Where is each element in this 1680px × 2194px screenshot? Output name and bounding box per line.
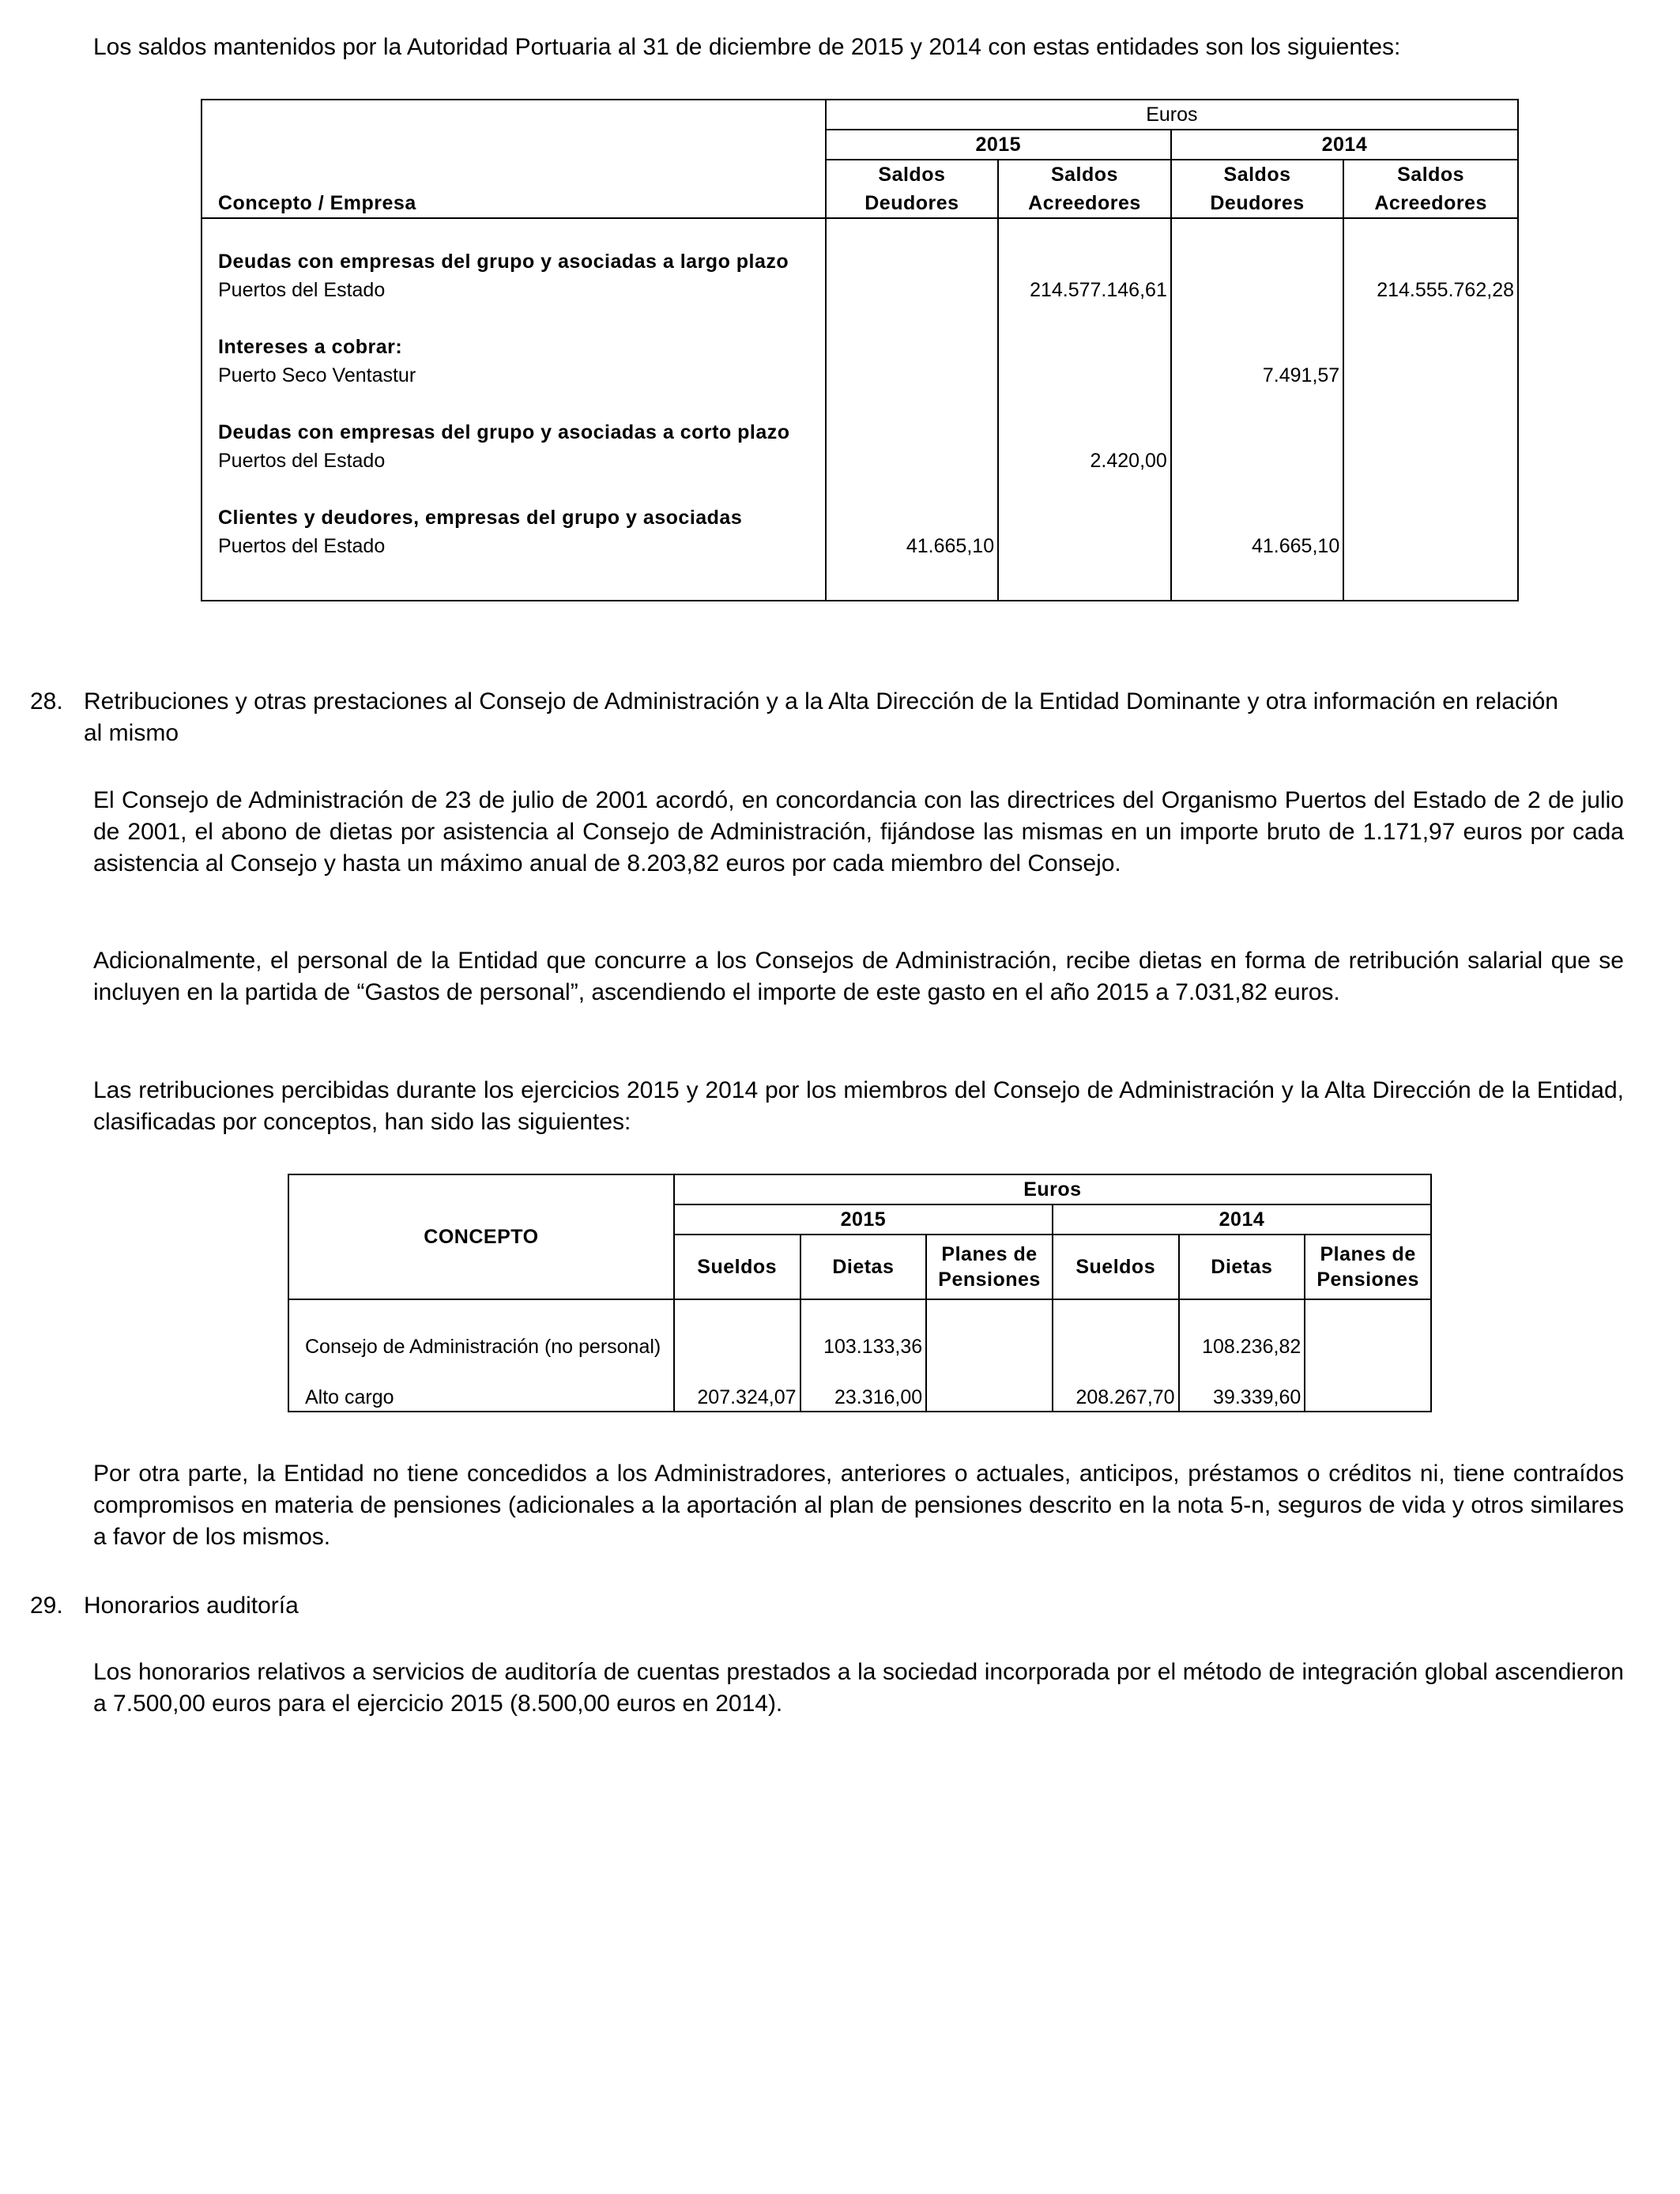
year-2014-header: 2014 [1053, 1204, 1431, 1235]
planes-bottom: Pensiones [1317, 1269, 1419, 1291]
value-cell [998, 361, 1171, 390]
row-label: Consejo de Administración (no personal) [305, 1336, 661, 1358]
value-cell [1343, 447, 1518, 475]
section-title: Deudas con empresas del grupo y asociadas a corto plazo [218, 421, 790, 443]
section-number: 28. [30, 688, 63, 714]
value-cell [1343, 361, 1518, 390]
balances-table [201, 99, 1519, 601]
column-header: Sueldos [1053, 1235, 1179, 1299]
value-cell [1171, 447, 1343, 475]
value-cell [1305, 1384, 1431, 1412]
column-header-top: Saldos [826, 160, 998, 189]
value-cell [926, 1333, 1053, 1360]
concepto-header: CONCEPTO [288, 1174, 674, 1299]
currency-header: Euros [826, 100, 1518, 130]
row-label: Alto cargo [305, 1386, 394, 1408]
entity-name: Puertos del Estado [218, 279, 386, 301]
column-header-top: Saldos [1171, 160, 1343, 189]
column-header-top: Saldos [998, 160, 1171, 189]
value-cell [926, 1384, 1053, 1412]
column-header: Sueldos [674, 1235, 800, 1299]
column-header: Dietas [800, 1235, 927, 1299]
section-title: Deudas con empresas del grupo y asociadas a largo plazo [218, 251, 789, 273]
concept-empresa-header: Concepto / Empresa [202, 100, 826, 218]
planes-top: Planes de [1320, 1243, 1416, 1265]
value-cell [1053, 1333, 1179, 1360]
value-cell [998, 532, 1171, 560]
intro-text: Los saldos mantenidos por la Autoridad Portuaria al 31 de diciembre de 2015 y 2014 con estas entidades son los siguientes: [93, 34, 1401, 60]
paragraph: Adicionalmente, el personal de la Entidad que concurre a los Consejos de Administración, recibe dietas en forma de retribución salarial que se incluyen en la partida de “Gastos de personal”, ascendiendo el importe de este gasto en el año 2015 a 7.031,82 euros. [93, 948, 1624, 1005]
paragraph: Los honorarios relativos a servicios de auditoría de cuentas prestados a la sociedad incorporada por el método de integración global ascendieron a 7.500,00 euros para el ejercicio 2015 (8.500,00 euros en 2014). [93, 1659, 1624, 1717]
value-cell: 23.316,00 [800, 1384, 927, 1412]
section-title: Honorarios auditoría [84, 1593, 299, 1619]
section-28-heading [30, 686, 1579, 749]
column-header-bottom: Deudores [1171, 189, 1343, 218]
planes-top: Planes de [941, 1243, 1038, 1265]
section-title: Retribuciones y otras prestaciones al Consejo de Administración y a la Alta Dirección de la Entidad Dominante y otra información en relación al mismo [84, 688, 1558, 746]
entity-name: Puertos del Estado [218, 535, 386, 557]
year-2015-header: 2015 [826, 130, 1171, 160]
value-cell: 41.665,10 [1171, 532, 1343, 560]
column-header-bottom: Deudores [826, 189, 998, 218]
column-header-bottom: Acreedores [1343, 189, 1518, 218]
section-number: 29. [30, 1593, 63, 1619]
value-cell [1343, 532, 1518, 560]
paragraph: Por otra parte, la Entidad no tiene concedidos a los Administradores, anteriores o actuales, anticipos, préstamos o créditos ni, tiene contraídos compromisos en materia de pensiones (adicionales a la aportación al plan de pensiones descrito en la nota 5-n, seguros de vida y otros similares a favor de los mismos. [93, 1461, 1624, 1550]
year-2015-header: 2015 [674, 1204, 1053, 1235]
value-cell: 214.555.762,28 [1343, 276, 1518, 304]
column-header-planes [926, 1235, 1053, 1299]
value-cell: 103.133,36 [800, 1333, 927, 1360]
remuneration-table [288, 1174, 1432, 1412]
value-cell: 207.324,07 [674, 1384, 800, 1412]
column-header-top: Saldos [1343, 160, 1518, 189]
value-cell: 2.420,00 [998, 447, 1171, 475]
column-header-bottom: Acreedores [998, 189, 1171, 218]
value-cell: 208.267,70 [1053, 1384, 1179, 1412]
year-2014-header: 2014 [1171, 130, 1518, 160]
value-cell [826, 276, 998, 304]
value-cell: 39.339,60 [1179, 1384, 1305, 1412]
paragraph: El Consejo de Administración de 23 de julio de 2001 acordó, en concordancia con las directrices del Organismo Puertos del Estado de 2 de julio de 2001, el abono de dietas por asistencia al Consejo de Administración, fijándose las mismas en un importe bruto de 1.171,97 euros por cada asistencia al Consejo y hasta un máximo anual de 8.203,82 euros por cada miembro del Consejo. [93, 787, 1624, 876]
entity-name: Puerto Seco Ventastur [218, 364, 416, 386]
value-cell: 214.577.146,61 [998, 276, 1171, 304]
value-cell [1171, 276, 1343, 304]
currency-header: Euros [674, 1174, 1431, 1204]
entity-name: Puertos del Estado [218, 450, 386, 472]
section-title: Clientes y deudores, empresas del grupo y asociadas [218, 507, 743, 529]
value-cell [826, 447, 998, 475]
value-cell: 108.236,82 [1179, 1333, 1305, 1360]
value-cell: 7.491,57 [1171, 361, 1343, 390]
section-29-heading [30, 1590, 1579, 1622]
planes-bottom: Pensiones [938, 1269, 1041, 1291]
section-title: Intereses a cobrar: [218, 336, 403, 358]
value-cell [674, 1333, 800, 1360]
column-header-planes [1305, 1235, 1431, 1299]
value-cell: 41.665,10 [826, 532, 998, 560]
paragraph: Las retribuciones percibidas durante los ejercicios 2015 y 2014 por los miembros del Consejo de Administración y la Alta Dirección de la Entidad, clasificadas por conceptos, han sido las siguientes: [93, 1077, 1624, 1135]
value-cell [1305, 1333, 1431, 1360]
value-cell [826, 361, 998, 390]
column-header: Dietas [1179, 1235, 1305, 1299]
